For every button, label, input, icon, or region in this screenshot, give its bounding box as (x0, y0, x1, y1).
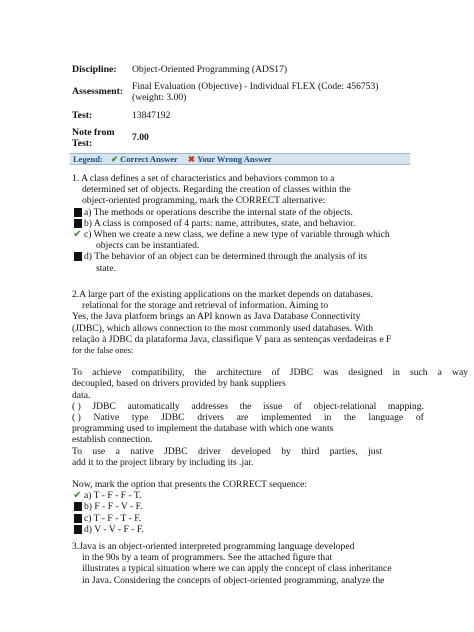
word: To (72, 367, 82, 379)
question-2-line: 2.A large part of the existing applications on the market depends on databases. (72, 289, 373, 300)
discipline-row (72, 64, 412, 75)
legend-correct-label: Correct Answer (120, 154, 178, 164)
discipline-label: Discipline: (72, 64, 117, 75)
answer-marker (72, 251, 83, 262)
answer-marker (72, 524, 83, 535)
check-icon: ✔ (73, 228, 82, 240)
question-1 (72, 173, 472, 274)
question-2-prompt: Now, mark the option that presents the CORRECT sequence: (72, 479, 308, 491)
test-value: 13847192 (132, 109, 171, 121)
word: automatically (127, 400, 180, 412)
word: by (281, 445, 291, 457)
legend-wrong-label: Your Wrong Answer (197, 154, 272, 164)
question-2 (72, 289, 472, 535)
note-label-line-1: Note from (72, 126, 115, 138)
word: the (344, 412, 356, 424)
word: designed (348, 367, 383, 379)
word: compatibility, (131, 367, 185, 379)
word: the (194, 367, 207, 379)
test-label: Test: (72, 109, 93, 121)
option-text: b) A class is composed of 4 parts: name, attributes, state, and behavior. (84, 217, 356, 229)
question-3-line: illustrates a typical situation where we can apply the concept of class inheritance (82, 563, 392, 575)
test-row (72, 110, 412, 121)
option-continuation: state. (96, 262, 116, 274)
word: achieve (92, 367, 122, 379)
question-2-option-b[interactable] (72, 501, 472, 512)
check-icon: ✔ (110, 154, 118, 164)
question-1-option-c[interactable] (72, 229, 472, 240)
option-text: b) F - F - V - F. (84, 501, 143, 513)
question-2-option-d[interactable] (72, 524, 472, 535)
question-2-line: relação à JDBC da plataforma Java, classifique V para as sentenças verdadeiras e F (72, 333, 392, 345)
question-2-line: for the false ones: (72, 345, 134, 356)
word: way (452, 367, 468, 379)
question-3-line: 3.Java is an object-oriented interpreted programming language developed (72, 541, 355, 552)
word: parties, (329, 445, 358, 457)
statement-1-cont: decoupled, based on drivers provided by bank suppliers (72, 378, 286, 390)
word: in (392, 367, 400, 379)
word: ( ) (72, 400, 81, 412)
word: JDBC (92, 400, 116, 412)
word: ( ) (72, 412, 81, 424)
word: mapping. (387, 400, 424, 412)
assessment-value-line-1: Final Evaluation (Objective) - Individual FLEX (Code: 456753) (132, 81, 379, 93)
option-text: a) T - F - F - T. (84, 490, 142, 502)
word: the (239, 400, 252, 412)
question-2-option-c[interactable] (72, 513, 472, 524)
word: JDBC (164, 445, 188, 457)
question-1-line: object-oriented programming, mark the CORRECT alternative: (82, 195, 326, 207)
word: implemented (261, 412, 312, 424)
word: JDBC (289, 367, 314, 379)
cross-icon: ✖ (187, 154, 196, 164)
question-2-line: relational for the storage and retrieval of information. Aiming to (82, 300, 329, 312)
word: driver (198, 445, 221, 457)
answer-marker (72, 218, 83, 229)
word: a (437, 367, 442, 379)
question-1-option-a[interactable] (72, 207, 472, 218)
word: such (410, 367, 428, 379)
statement-3-cont: establish connection. (72, 434, 153, 446)
question-3-line: in Java. Considering the concepts of object-oriented programming, analyze the (82, 574, 385, 586)
statement-3 (72, 412, 424, 423)
statement-1-cont: data. (72, 389, 91, 401)
assessment-value (132, 81, 412, 103)
discipline-value: Object-Oriented Programming (ADS17) (132, 64, 288, 75)
check-icon: ✔ (73, 489, 82, 501)
assessment-label: Assessment: (72, 86, 124, 98)
question-1-option-b[interactable] (72, 218, 472, 229)
word: are (236, 412, 249, 424)
word: of (271, 367, 280, 379)
word: of (293, 400, 302, 412)
question-2-line: Yes, the Java platform brings an API known as Java Database Connectivity (72, 311, 361, 323)
test-metadata (72, 64, 412, 155)
word: use (92, 445, 106, 457)
question-2-line: (JDBC), which allows connection to the most commonly used databases. With (72, 322, 374, 334)
answer-marker (72, 207, 83, 218)
assessment-value-line-2: (weight: 3.00) (132, 92, 187, 104)
statement-3-cont: programming used to implement the database with which one wants (72, 423, 334, 435)
word: Native (93, 412, 120, 424)
option-text: d) The behavior of an object can be determined through the analysis of its (84, 251, 368, 263)
legend-label: Legend: (73, 154, 103, 164)
word: was (323, 367, 339, 379)
option-text: d) V - V - F - F. (84, 523, 144, 535)
word: drivers (197, 412, 224, 424)
statement-1 (72, 367, 468, 378)
word: third (301, 445, 320, 457)
note-label (72, 127, 132, 149)
word: just (368, 445, 382, 457)
word: addresses (191, 400, 229, 412)
word: issue (263, 400, 283, 412)
word: a (115, 445, 120, 457)
question-3 (72, 541, 472, 586)
note-label-line-2: Test: (72, 138, 93, 150)
option-text: c) When we create a new class, we define a new type of variable through which (84, 229, 390, 241)
legend-bar (70, 153, 410, 165)
word: native (130, 445, 154, 457)
question-1-line: determined set of objects. Regarding the creation of classes within the (82, 184, 351, 196)
statement-4-cont: add it to the project library by including its .jar. (72, 456, 254, 468)
question-2-option-a[interactable] (72, 490, 472, 501)
option-text: c) T - F - T - F. (84, 512, 142, 524)
question-1-line: 1. A class defines a set of characteristics and behaviors common to a (72, 173, 335, 184)
word: of (415, 412, 424, 424)
word: architecture (216, 367, 262, 379)
option-text: a) The methods or operations describe the internal state of the objects. (84, 206, 353, 218)
word: in (323, 412, 332, 424)
statement-2 (72, 401, 424, 412)
word: object-relational (313, 400, 377, 412)
word: To (72, 445, 82, 457)
word: language (368, 412, 404, 424)
assessment-row (72, 81, 412, 103)
word: JDBC (161, 412, 185, 424)
option-continuation: objects can be instantiated. (96, 240, 200, 252)
word: type (131, 412, 149, 424)
note-value: 7.00 (132, 131, 149, 143)
question-1-option-d[interactable] (72, 251, 472, 262)
statement-4 (72, 446, 382, 457)
word: developed (231, 445, 271, 457)
answer-marker (72, 501, 83, 512)
question-3-line: in the 90s by a team of programmers. See the attached figure that (82, 552, 333, 564)
answer-marker (72, 513, 83, 524)
note-row (72, 127, 412, 149)
